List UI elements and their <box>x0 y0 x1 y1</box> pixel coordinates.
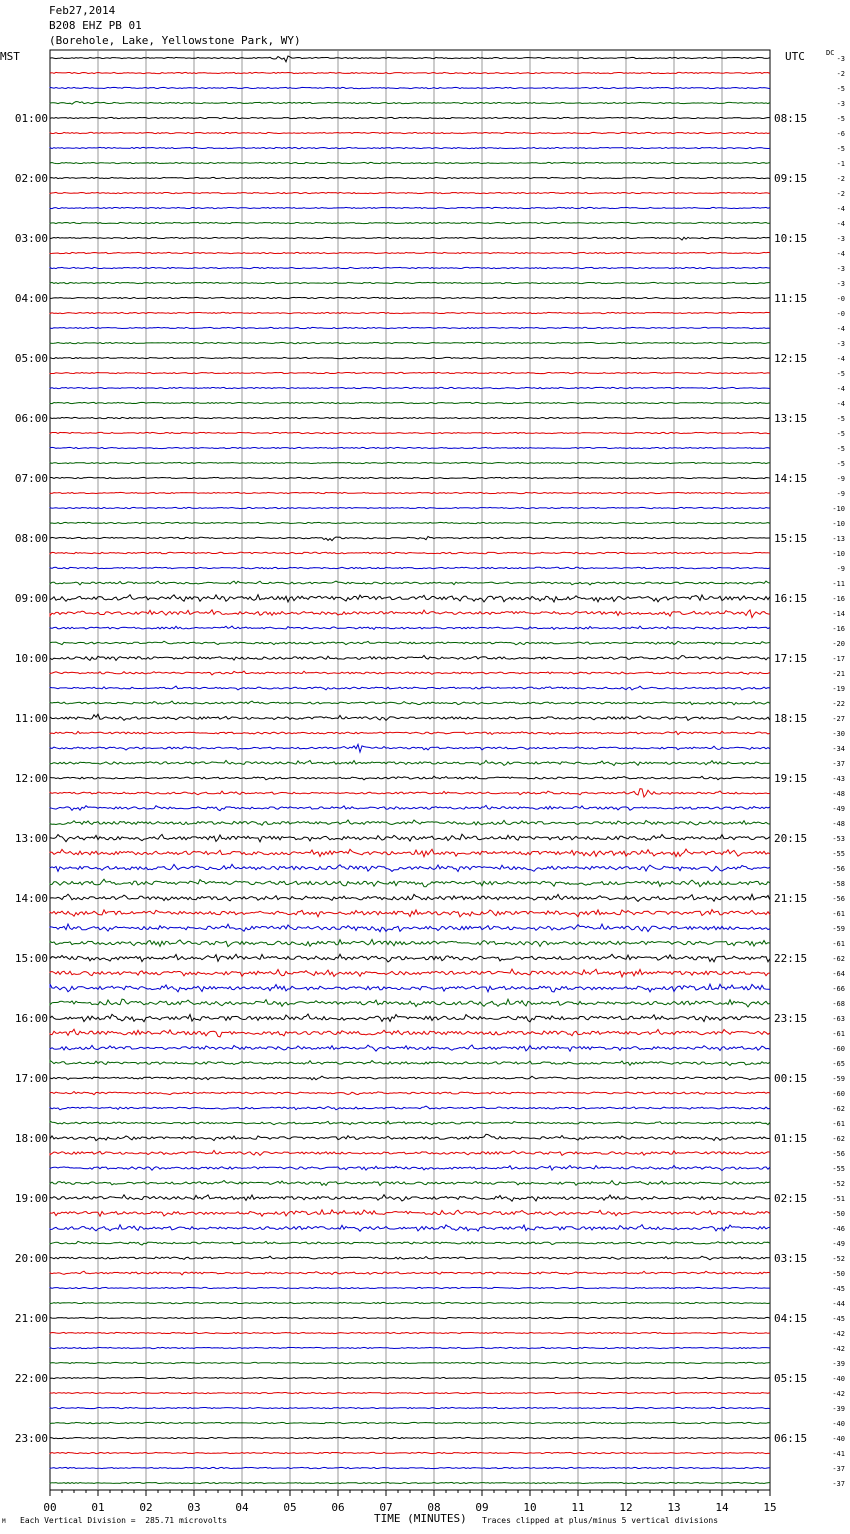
hour-label-mst-01:00: 01:00 <box>14 112 48 125</box>
dc-offset-label: -55 <box>832 850 845 858</box>
dc-offset-label: -0 <box>836 295 845 303</box>
dc-offset-label: -62 <box>832 1105 845 1113</box>
trace-line-13 <box>50 252 770 253</box>
hour-label-utc-02:15: 02:15 <box>774 1192 808 1205</box>
trace-line-33 <box>50 552 770 553</box>
dc-offset-label: -61 <box>832 1120 845 1128</box>
trace-line-10 <box>50 207 770 208</box>
dc-offset-label: -3 <box>836 265 845 273</box>
hour-label-mst-15:00: 15:00 <box>14 952 48 965</box>
trace-line-24 <box>50 417 770 418</box>
dc-offset-label: -39 <box>832 1360 845 1368</box>
trace-line-55 <box>50 879 770 887</box>
trace-line-47 <box>50 760 770 765</box>
hour-label-utc-22:15: 22:15 <box>774 952 808 965</box>
hour-label-utc-21:15: 21:15 <box>774 892 808 905</box>
x-tick-label-03: 03 <box>187 1501 201 1514</box>
hour-label-mst-11:00: 11:00 <box>14 712 48 725</box>
hour-label-utc-23:15: 23:15 <box>774 1012 808 1025</box>
dc-offset-label: -62 <box>832 1135 845 1143</box>
trace-line-57 <box>50 910 770 917</box>
dc-offset-label: -59 <box>832 1075 845 1083</box>
trace-line-50 <box>50 805 770 810</box>
dc-offset-label: -13 <box>832 535 845 543</box>
trace-line-16 <box>50 297 770 298</box>
dc-offset-label: -4 <box>836 220 845 228</box>
dc-offset-header: DC <box>826 49 835 57</box>
x-tick-label-08: 08 <box>427 1501 441 1514</box>
dc-offset-label: -10 <box>832 550 845 558</box>
trace-line-19 <box>50 342 770 343</box>
hour-label-utc-16:15: 16:15 <box>774 592 808 605</box>
trace-line-81 <box>50 1271 770 1275</box>
hour-label-utc-13:15: 13:15 <box>774 412 808 425</box>
trace-line-85 <box>50 1332 770 1333</box>
dc-offset-label: -3 <box>836 235 845 243</box>
x-tick-label-06: 06 <box>331 1501 345 1514</box>
x-tick-label-11: 11 <box>571 1501 585 1514</box>
hour-label-utc-14:15: 14:15 <box>774 472 808 485</box>
trace-line-9 <box>50 192 770 193</box>
left-timezone-label: MST <box>0 50 20 63</box>
dc-offset-label: -9 <box>836 475 845 483</box>
trace-line-28 <box>50 477 770 478</box>
hour-label-utc-20:15: 20:15 <box>774 832 808 845</box>
dc-offset-label: -56 <box>832 895 845 903</box>
dc-offset-label: -41 <box>832 1450 845 1458</box>
dc-offset-label: -5 <box>836 115 845 123</box>
hour-label-mst-16:00: 16:00 <box>14 1012 48 1025</box>
dc-offset-label: -9 <box>836 565 845 573</box>
x-tick-label-09: 09 <box>475 1501 489 1514</box>
hour-label-utc-17:15: 17:15 <box>774 652 808 665</box>
dc-offset-label: -5 <box>836 460 845 468</box>
trace-line-80 <box>50 1256 770 1260</box>
trace-line-3 <box>50 102 770 105</box>
trace-line-62 <box>50 984 770 992</box>
dc-offset-label: -45 <box>832 1285 845 1293</box>
dc-offset-label: -2 <box>836 70 845 78</box>
dc-offset-label: -56 <box>832 865 845 873</box>
trace-line-12 <box>50 237 770 240</box>
trace-line-27 <box>50 462 770 463</box>
dc-offset-label: -64 <box>832 970 845 978</box>
hour-label-mst-03:00: 03:00 <box>14 232 48 245</box>
trace-line-89 <box>50 1392 770 1393</box>
trace-line-36 <box>50 595 770 602</box>
dc-offset-label: -5 <box>836 370 845 378</box>
dc-offset-label: -37 <box>832 1480 845 1488</box>
trace-line-23 <box>50 402 770 403</box>
trace-line-31 <box>50 522 770 523</box>
trace-line-94 <box>50 1467 770 1468</box>
hour-label-utc-11:15: 11:15 <box>774 292 808 305</box>
dc-offset-label: -65 <box>832 1060 845 1068</box>
dc-offset-label: -16 <box>832 625 845 633</box>
dc-offset-label: -58 <box>832 880 845 888</box>
trace-line-69 <box>50 1092 770 1095</box>
hour-label-mst-12:00: 12:00 <box>14 772 48 785</box>
dc-offset-label: -40 <box>832 1435 845 1443</box>
trace-line-91 <box>50 1422 770 1423</box>
dc-offset-label: -4 <box>836 400 845 408</box>
plot-date: Feb27,2014 <box>49 4 116 17</box>
trace-line-22 <box>50 387 770 388</box>
trace-line-79 <box>50 1241 770 1245</box>
dc-offset-label: -3 <box>836 340 845 348</box>
hour-label-mst-08:00: 08:00 <box>14 532 48 545</box>
x-axis-title: TIME (MINUTES) <box>374 1512 467 1525</box>
trace-line-15 <box>50 282 770 283</box>
dc-offset-label: -2 <box>836 175 845 183</box>
dc-offset-label: -48 <box>832 820 845 828</box>
trace-line-82 <box>50 1287 770 1288</box>
trace-line-26 <box>50 447 770 448</box>
trace-line-20 <box>50 357 770 358</box>
dc-offset-label: -66 <box>832 985 845 993</box>
trace-line-32 <box>50 536 770 540</box>
dc-offset-label: -6 <box>836 130 845 138</box>
dc-offset-label: -52 <box>832 1180 845 1188</box>
trace-line-87 <box>50 1362 770 1363</box>
trace-line-37 <box>50 610 770 618</box>
trace-line-52 <box>50 834 770 842</box>
dc-offset-label: -37 <box>832 760 845 768</box>
dc-offset-label: -50 <box>832 1210 845 1218</box>
dc-offset-label: -61 <box>832 1030 845 1038</box>
trace-line-92 <box>50 1437 770 1438</box>
dc-offset-label: -45 <box>832 1315 845 1323</box>
trace-line-53 <box>50 849 770 857</box>
dc-offset-label: -51 <box>832 1195 845 1203</box>
dc-offset-label: -11 <box>832 580 845 588</box>
dc-offset-label: -5 <box>836 430 845 438</box>
dc-offset-label: -55 <box>832 1165 845 1173</box>
dc-offset-label: -3 <box>836 100 845 108</box>
hour-label-utc-01:15: 01:15 <box>774 1132 808 1145</box>
hour-label-utc-10:15: 10:15 <box>774 232 808 245</box>
trace-line-67 <box>50 1061 770 1066</box>
hour-label-mst-23:00: 23:00 <box>14 1432 48 1445</box>
trace-line-84 <box>50 1317 770 1318</box>
dc-offset-label: -46 <box>832 1225 845 1233</box>
trace-line-18 <box>50 327 770 328</box>
corner-mark: M <box>2 1518 6 1525</box>
dc-offset-label: -37 <box>832 1465 845 1473</box>
hour-label-utc-08:15: 08:15 <box>774 112 808 125</box>
trace-line-60 <box>50 954 770 962</box>
hour-label-utc-15:15: 15:15 <box>774 532 808 545</box>
hour-label-mst-05:00: 05:00 <box>14 352 48 365</box>
hour-label-utc-00:15: 00:15 <box>774 1072 808 1085</box>
dc-offset-label: -68 <box>832 1000 845 1008</box>
trace-line-2 <box>50 87 770 88</box>
trace-line-71 <box>50 1121 770 1125</box>
hour-label-mst-09:00: 09:00 <box>14 592 48 605</box>
hour-label-mst-14:00: 14:00 <box>14 892 48 905</box>
hour-label-mst-20:00: 20:00 <box>14 1252 48 1265</box>
trace-line-11 <box>50 222 770 223</box>
hour-label-mst-13:00: 13:00 <box>14 832 48 845</box>
dc-offset-label: -40 <box>832 1375 845 1383</box>
x-tick-label-02: 02 <box>139 1501 153 1514</box>
dc-offset-label: -60 <box>832 1090 845 1098</box>
trace-line-30 <box>50 507 770 508</box>
trace-line-7 <box>50 162 770 163</box>
dc-offset-label: -42 <box>832 1345 845 1353</box>
dc-offset-label: -9 <box>836 490 845 498</box>
dc-offset-label: -2 <box>836 190 845 198</box>
trace-line-49 <box>50 789 770 797</box>
trace-line-73 <box>50 1150 770 1155</box>
dc-offset-label: -17 <box>832 655 845 663</box>
dc-offset-label: -4 <box>836 325 845 333</box>
dc-offset-label: -40 <box>832 1420 845 1428</box>
dc-offset-label: -4 <box>836 355 845 363</box>
dc-offset-label: -39 <box>832 1405 845 1413</box>
trace-line-75 <box>50 1181 770 1186</box>
trace-line-93 <box>50 1452 770 1453</box>
dc-offset-label: -5 <box>836 145 845 153</box>
dc-offset-label: -48 <box>832 790 845 798</box>
dc-offset-label: -0 <box>836 310 845 318</box>
dc-offset-label: -42 <box>832 1390 845 1398</box>
trace-line-6 <box>50 147 770 148</box>
dc-offset-label: -49 <box>832 1240 845 1248</box>
x-tick-label-04: 04 <box>235 1501 249 1514</box>
dc-offset-label: -10 <box>832 520 845 528</box>
trace-line-64 <box>50 1014 770 1022</box>
trace-line-78 <box>50 1225 770 1232</box>
dc-offset-label: -10 <box>832 505 845 513</box>
hour-label-utc-19:15: 19:15 <box>774 772 808 785</box>
dc-offset-label: -4 <box>836 205 845 213</box>
trace-line-8 <box>50 177 770 178</box>
hour-label-mst-22:00: 22:00 <box>14 1372 48 1385</box>
trace-line-86 <box>50 1347 770 1348</box>
dc-offset-label: -5 <box>836 445 845 453</box>
trace-line-66 <box>50 1045 770 1051</box>
trace-line-39 <box>50 641 770 645</box>
dc-offset-label: -22 <box>832 700 845 708</box>
trace-line-17 <box>50 312 770 313</box>
trace-line-65 <box>50 1029 770 1037</box>
trace-line-48 <box>50 776 770 780</box>
trace-line-25 <box>50 432 770 433</box>
trace-line-83 <box>50 1302 770 1303</box>
trace-line-59 <box>50 939 770 946</box>
trace-line-70 <box>50 1106 770 1110</box>
dc-offset-label: -61 <box>832 940 845 948</box>
hour-label-utc-03:15: 03:15 <box>774 1252 808 1265</box>
hour-label-mst-07:00: 07:00 <box>14 472 48 485</box>
dc-offset-label: -21 <box>832 670 845 678</box>
dc-offset-label: -3 <box>836 55 845 63</box>
x-tick-label-05: 05 <box>283 1501 297 1514</box>
dc-offset-label: -30 <box>832 730 845 738</box>
trace-line-42 <box>50 686 770 690</box>
trace-line-44 <box>50 714 770 720</box>
dc-offset-label: -60 <box>832 1045 845 1053</box>
trace-line-45 <box>50 731 770 734</box>
hour-label-utc-12:15: 12:15 <box>774 352 808 365</box>
trace-line-5 <box>50 132 770 133</box>
hour-label-mst-06:00: 06:00 <box>14 412 48 425</box>
vertical-scale-note: Each Vertical Division = 285.71 microvolts <box>20 1516 228 1525</box>
x-tick-label-12: 12 <box>619 1501 633 1514</box>
trace-line-63 <box>50 999 770 1007</box>
station-location: (Borehole, Lake, Yellowstone Park, WY) <box>49 34 301 47</box>
hour-label-mst-21:00: 21:00 <box>14 1312 48 1325</box>
dc-offset-label: -19 <box>832 685 845 693</box>
dc-offset-label: -59 <box>832 925 845 933</box>
hour-label-mst-10:00: 10:00 <box>14 652 48 665</box>
trace-line-77 <box>50 1210 770 1216</box>
trace-line-29 <box>50 492 770 493</box>
dc-offset-label: -62 <box>832 955 845 963</box>
trace-line-46 <box>50 744 770 752</box>
trace-line-68 <box>50 1076 770 1080</box>
dc-offset-label: -42 <box>832 1330 845 1338</box>
trace-line-76 <box>50 1195 770 1202</box>
trace-line-90 <box>50 1407 770 1408</box>
hour-label-mst-02:00: 02:00 <box>14 172 48 185</box>
trace-line-74 <box>50 1166 770 1171</box>
trace-line-14 <box>50 267 770 268</box>
dc-offset-label: -34 <box>832 745 845 753</box>
dc-offset-label: -4 <box>836 385 845 393</box>
dc-offset-label: -5 <box>836 85 845 93</box>
x-tick-label-01: 01 <box>91 1501 105 1514</box>
trace-line-61 <box>50 969 770 977</box>
x-tick-label-07: 07 <box>379 1501 393 1514</box>
dc-offset-label: -63 <box>832 1015 845 1023</box>
dc-offset-label: -1 <box>836 160 845 168</box>
dc-offset-label: -50 <box>832 1270 845 1278</box>
clip-note: Traces clipped at plus/minus 5 vertical divisions <box>482 1516 719 1525</box>
hour-label-utc-18:15: 18:15 <box>774 712 808 725</box>
x-tick-label-14: 14 <box>715 1501 729 1514</box>
dc-offset-label: -56 <box>832 1150 845 1158</box>
dc-offset-label: -16 <box>832 595 845 603</box>
trace-line-95 <box>50 1482 770 1483</box>
trace-line-43 <box>50 701 770 705</box>
dc-offset-label: -61 <box>832 910 845 918</box>
dc-offset-label: -14 <box>832 610 845 618</box>
trace-line-56 <box>50 894 770 901</box>
dc-offset-label: -49 <box>832 805 845 813</box>
hour-label-mst-04:00: 04:00 <box>14 292 48 305</box>
x-tick-label-00: 00 <box>43 1501 57 1514</box>
dc-offset-label: -44 <box>832 1300 845 1308</box>
x-tick-label-10: 10 <box>523 1501 537 1514</box>
trace-line-34 <box>50 567 770 568</box>
hour-label-utc-05:15: 05:15 <box>774 1372 808 1385</box>
dc-offset-label: -27 <box>832 715 845 723</box>
hour-label-utc-09:15: 09:15 <box>774 172 808 185</box>
trace-line-35 <box>50 581 770 585</box>
trace-line-58 <box>50 924 770 932</box>
x-tick-label-13: 13 <box>667 1501 681 1514</box>
x-tick-label-15: 15 <box>763 1501 777 1514</box>
trace-line-88 <box>50 1377 770 1378</box>
dc-offset-label: -43 <box>832 775 845 783</box>
trace-line-0 <box>50 56 770 62</box>
dc-offset-label: -53 <box>832 835 845 843</box>
trace-line-41 <box>50 671 770 675</box>
station-code: B208 EHZ PB 01 <box>49 19 142 32</box>
dc-offset-label: -4 <box>836 250 845 258</box>
hour-label-mst-19:00: 19:00 <box>14 1192 48 1205</box>
dc-offset-label: -20 <box>832 640 845 648</box>
right-timezone-label: UTC <box>785 50 805 63</box>
hour-label-mst-17:00: 17:00 <box>14 1072 48 1085</box>
trace-line-54 <box>50 864 770 871</box>
trace-line-40 <box>50 655 770 660</box>
trace-line-38 <box>50 626 770 629</box>
dc-offset-label: -3 <box>836 280 845 288</box>
trace-line-1 <box>50 72 770 73</box>
hour-label-mst-18:00: 18:00 <box>14 1132 48 1145</box>
dc-offset-label: -5 <box>836 415 845 423</box>
trace-line-72 <box>50 1134 770 1140</box>
trace-line-4 <box>50 117 770 118</box>
hour-label-utc-04:15: 04:15 <box>774 1312 808 1325</box>
trace-line-51 <box>50 820 770 825</box>
hour-label-utc-06:15: 06:15 <box>774 1432 808 1445</box>
dc-offset-label: -52 <box>832 1255 845 1263</box>
trace-line-21 <box>50 372 770 373</box>
